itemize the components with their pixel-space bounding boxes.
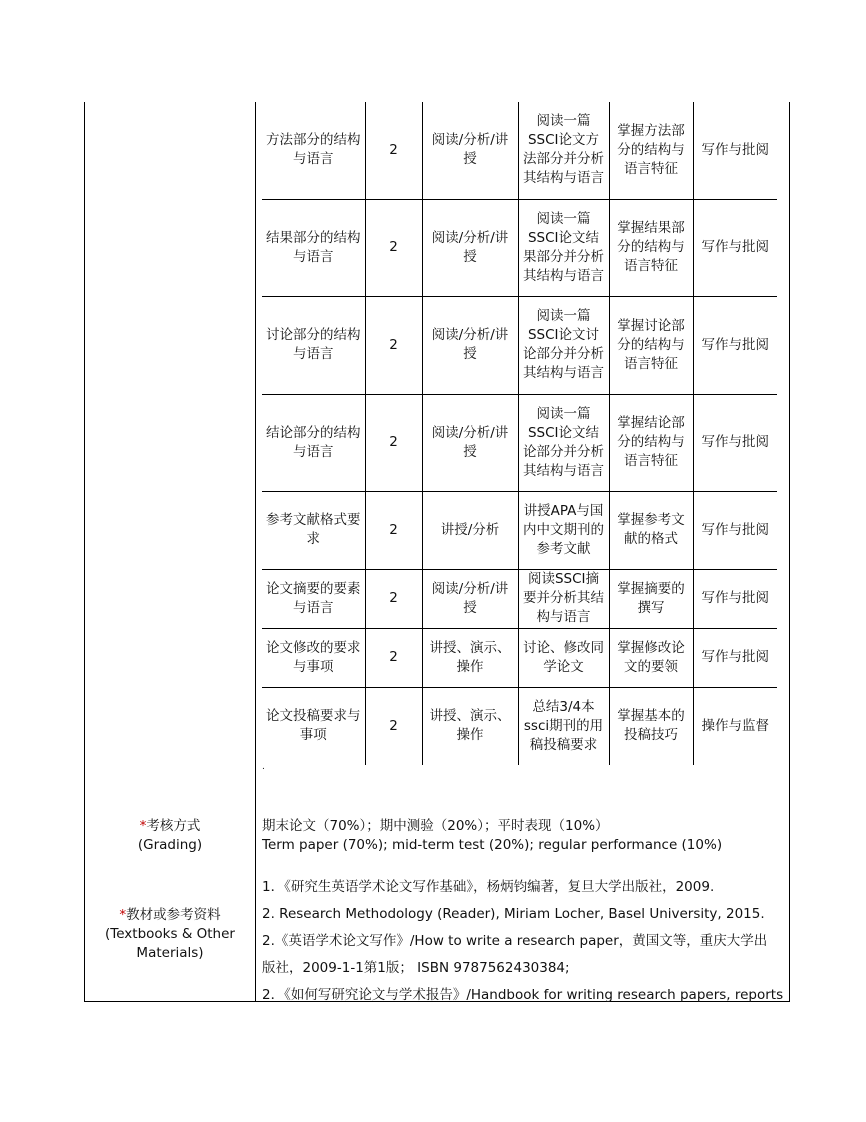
hours-cell: 2 — [365, 296, 422, 394]
textbooks-label-cn: 教材或参考资料 — [126, 907, 221, 923]
course-schedule-table — [262, 102, 777, 765]
hours-cell: 2 — [365, 569, 422, 628]
method-cell: 阅读/分析/讲授 — [422, 569, 518, 628]
table-row — [262, 687, 777, 765]
table-row — [262, 102, 777, 199]
activity-cell: 阅读SSCI摘要并分析其结构与语言 — [518, 569, 609, 628]
topic-cell: 方法部分的结构与语言 — [262, 102, 365, 199]
activity-cell: 阅读一篇SSCI论文讨论部分并分析其结构与语言 — [518, 296, 609, 394]
grading-content — [262, 817, 722, 855]
activity-cell: 讲授APA与国内中文期刊的参考文献 — [518, 491, 609, 569]
assessment-cell: 写作与批阅 — [693, 394, 777, 491]
textbooks-label-en-1: (Textbooks & Other — [105, 926, 235, 942]
grading-line-en: Term paper (70%); mid-term test (20%); regular performance (10%) — [262, 837, 723, 853]
reference-item: 2.《英语学术论文写作》/How to write a research paper，黄国文等，重庆大学出 — [262, 933, 768, 949]
reference-item: 版社，2009-1-1第1版； ISBN 9787562430384; — [262, 960, 570, 976]
activity-cell: 阅读一篇SSCI论文结论部分并分析其结构与语言 — [518, 394, 609, 491]
table-row — [262, 199, 777, 296]
assessment-cell: 操作与监督 — [693, 687, 777, 765]
required-star: * — [119, 907, 127, 923]
textbooks-label-en-2: Materials) — [136, 945, 204, 961]
hours-cell: 2 — [365, 199, 422, 296]
grading-label — [85, 817, 255, 855]
objective-cell: 掌握摘要的撰写 — [609, 569, 693, 628]
objective-cell: 掌握修改论文的要领 — [609, 628, 693, 687]
method-cell: 阅读/分析/讲授 — [422, 199, 518, 296]
textbooks-list — [262, 874, 788, 1009]
objective-cell: 掌握结论部分的结构与语言特征 — [609, 394, 693, 491]
grading-label-cn: 考核方式 — [146, 818, 201, 834]
topic-cell: 结论部分的结构与语言 — [262, 394, 365, 491]
topic-cell: 讨论部分的结构与语言 — [262, 296, 365, 394]
topic-cell: 参考文献格式要求 — [262, 491, 365, 569]
table-row — [262, 569, 777, 628]
required-star: * — [139, 818, 147, 834]
label-column-divider — [255, 102, 256, 1002]
assessment-cell: 写作与批阅 — [693, 569, 777, 628]
hours-cell: 2 — [365, 491, 422, 569]
table-row — [262, 296, 777, 394]
activity-cell: 阅读一篇SSCI论文结果部分并分析其结构与语言 — [518, 199, 609, 296]
topic-cell: 论文修改的要求与事项 — [262, 628, 365, 687]
hours-cell: 2 — [365, 394, 422, 491]
method-cell: 讲授、演示、操作 — [422, 687, 518, 765]
method-cell: 讲授/分析 — [422, 491, 518, 569]
reference-item: 2．《如何写研究论文与学术报告》/Handbook for writing research papers, reports — [262, 987, 784, 1003]
textbooks-label — [85, 906, 255, 963]
objective-cell: 掌握结果部分的结构与语言特征 — [609, 199, 693, 296]
grading-line-cn: 期末论文（70%）；期中测验（20%）；平时表现（10%） — [262, 818, 609, 834]
assessment-cell: 写作与批阅 — [693, 199, 777, 296]
outer-left-border — [84, 102, 85, 1002]
hours-cell: 2 — [365, 628, 422, 687]
table-row — [262, 628, 777, 687]
assessment-cell: 写作与批阅 — [693, 628, 777, 687]
table-row — [262, 394, 777, 491]
objective-cell: 掌握参考文献的格式 — [609, 491, 693, 569]
reference-item: 1．《研究生英语学术论文写作基础》，杨炳钧编著，复旦大学出版社，2009. — [262, 879, 715, 895]
topic-cell: 结果部分的结构与语言 — [262, 199, 365, 296]
topic-cell: 论文投稿要求与事项 — [262, 687, 365, 765]
method-cell: 讲授、演示、操作 — [422, 628, 518, 687]
method-cell: 阅读/分析/讲授 — [422, 102, 518, 199]
hours-cell: 2 — [365, 687, 422, 765]
assessment-cell: 写作与批阅 — [693, 296, 777, 394]
reference-item: 2. Research Methodology (Reader), Miriam Locher, Basel University, 2015. — [262, 906, 765, 922]
assessment-cell: 写作与批阅 — [693, 102, 777, 199]
method-cell: 阅读/分析/讲授 — [422, 394, 518, 491]
objective-cell: 掌握讨论部分的结构与语言特征 — [609, 296, 693, 394]
topic-cell: 论文摘要的要素与语言 — [262, 569, 365, 628]
activity-cell: 讨论、修改同学论文 — [518, 628, 609, 687]
outer-right-border — [789, 102, 790, 1002]
assessment-cell: 写作与批阅 — [693, 491, 777, 569]
grading-label-en: (Grading) — [137, 837, 203, 853]
activity-cell: 总结3/4本ssci期刊的用稿投稿要求 — [518, 687, 609, 765]
table-row — [262, 491, 777, 569]
method-cell: 阅读/分析/讲授 — [422, 296, 518, 394]
hours-cell: 2 — [365, 102, 422, 199]
objective-cell: 掌握基本的投稿技巧 — [609, 687, 693, 765]
objective-cell: 掌握方法部分的结构与语言特征 — [609, 102, 693, 199]
stray-mark: . — [262, 762, 265, 772]
activity-cell: 阅读一篇SSCI论文方法部分并分析其结构与语言 — [518, 102, 609, 199]
